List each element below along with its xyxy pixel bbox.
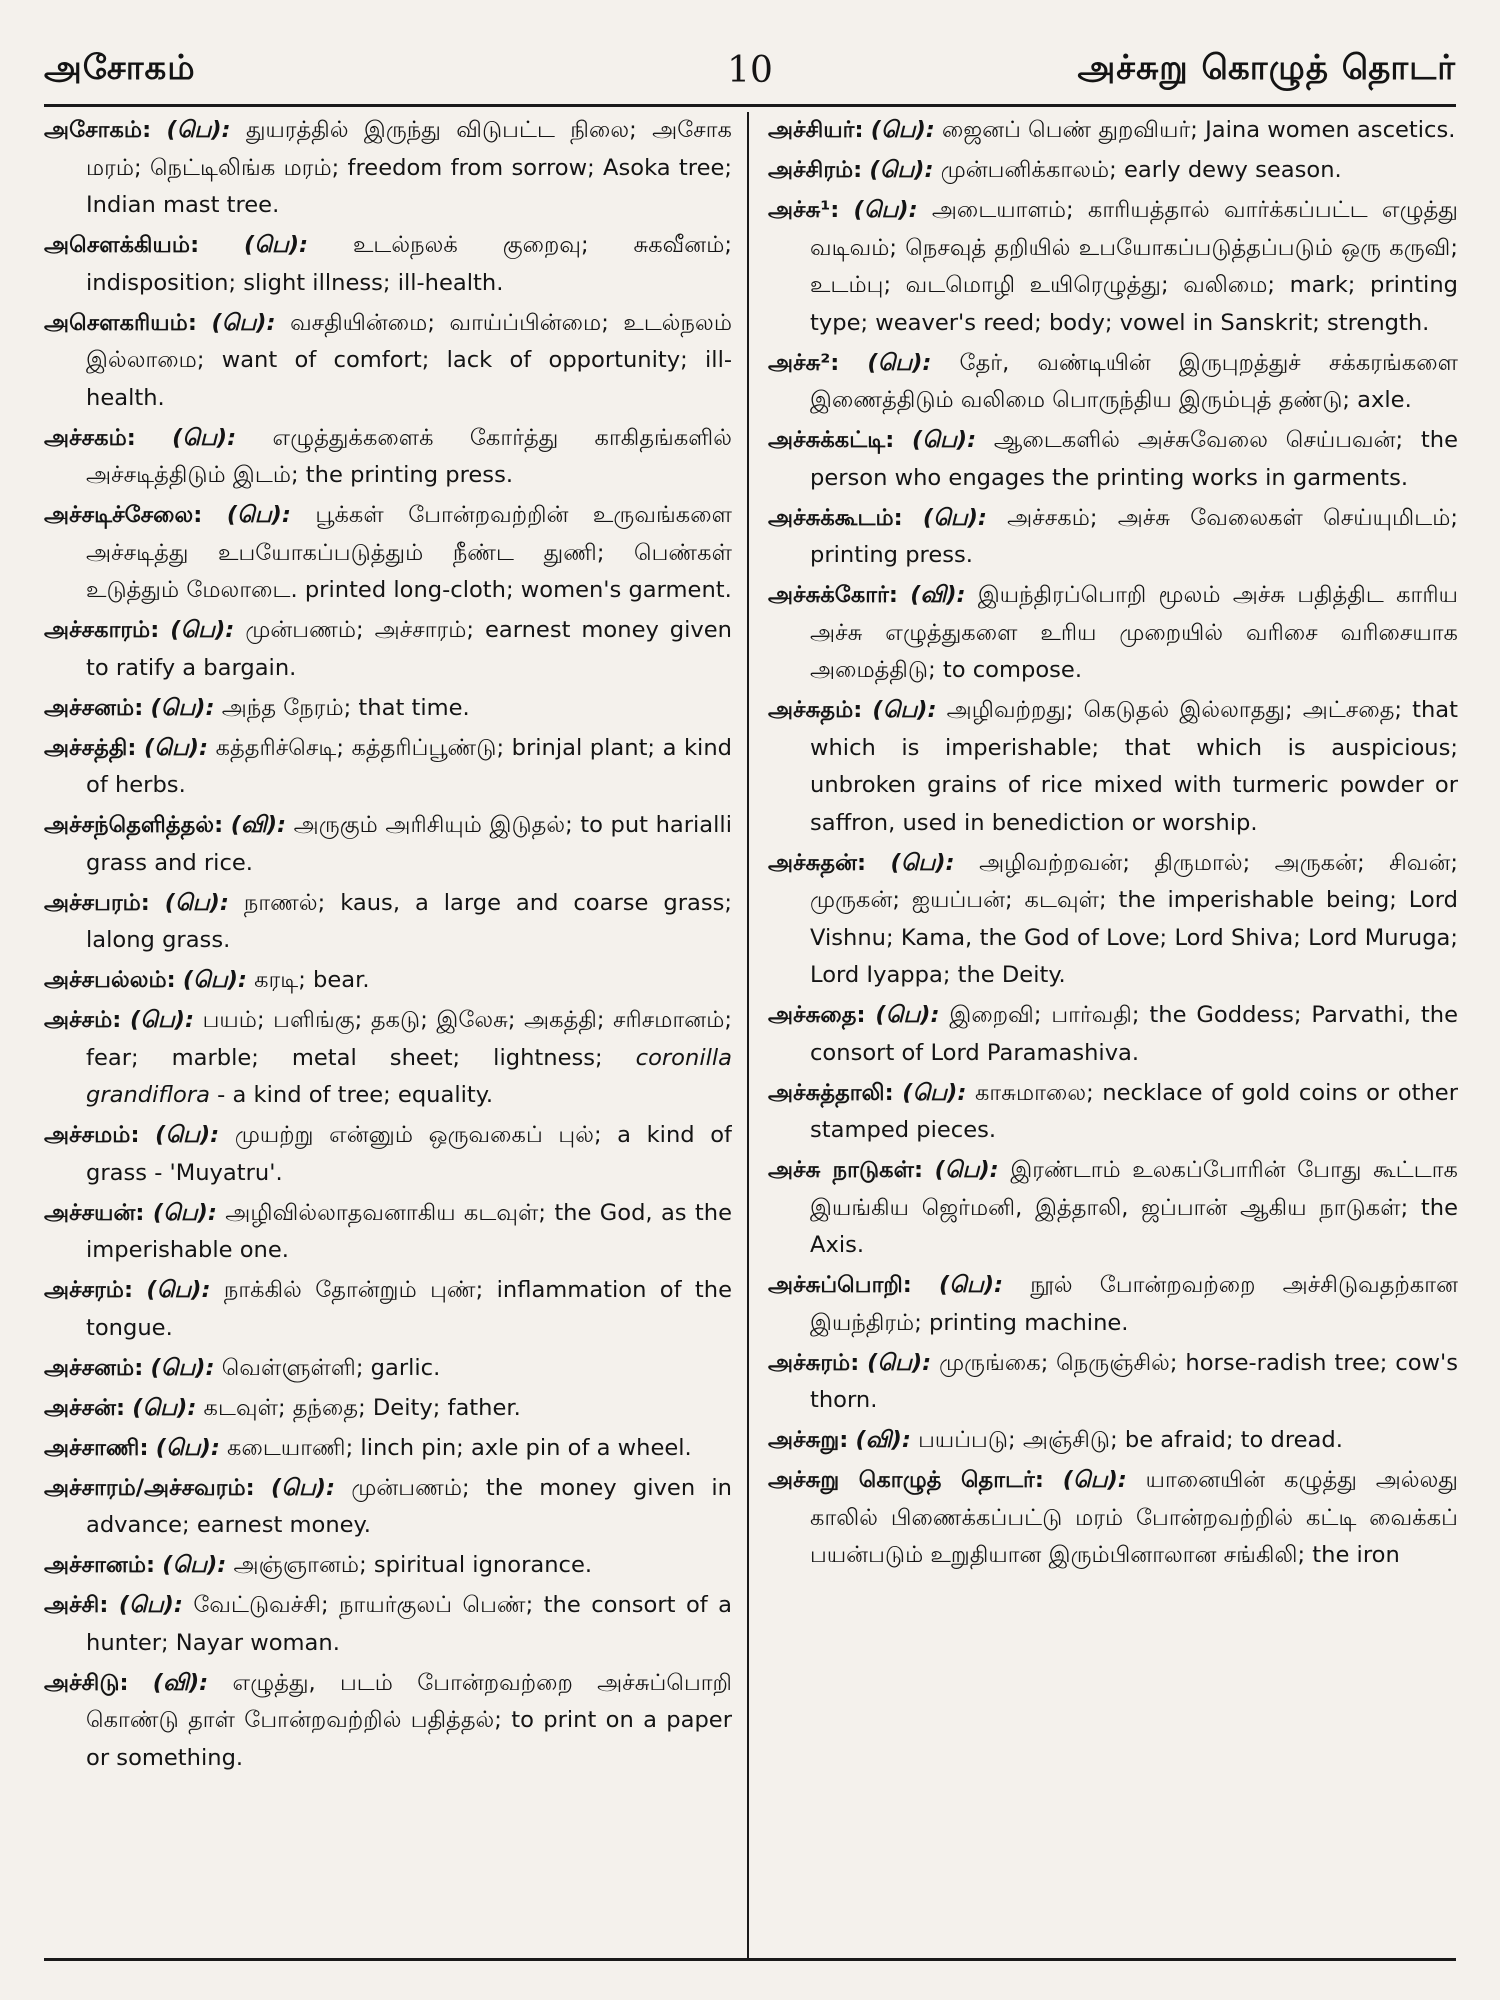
right-column: [768, 112, 1458, 1952]
entry-definition: பயப்படு; அஞ்சிடு; be afraid; to dread.: [918, 1427, 1343, 1453]
part-of-speech: (பெ):: [132, 1394, 197, 1421]
entry-definition: உடல்நலக் குறைவு; சுகவீனம்; indisposition; slight illness; ill-health.: [86, 232, 732, 296]
part-of-speech: (வி):: [910, 582, 966, 608]
footer-rule: [44, 1958, 1456, 1961]
entry-headword: அச்சத்தி:: [44, 734, 137, 761]
entry-definition: கத்தரிச்செடி; கத்தரிப்பூண்டு; brinjal plant; a kind of herbs.: [86, 734, 732, 798]
entry-definition: முருங்கை; நெருஞ்சில்; horse-radish tree; cow's thorn.: [810, 1349, 1458, 1413]
entry-definition: ஜைனப் பெண் துறவியர்; Jaina women ascetics.: [942, 117, 1456, 143]
botanical-name: coronilla grandiflora: [86, 1044, 732, 1108]
entry-headword: அச்சுறு கொழுத் தொடர்:: [768, 1467, 1044, 1493]
dictionary-entry: [44, 1350, 732, 1388]
entry-headword: அச்சுக்கட்டி:: [768, 427, 895, 453]
entry-definition: முயற்று என்னும் ஒருவகைப் புல்; a kind of grass - 'Muyatru'.: [86, 1122, 732, 1186]
dictionary-entry: [44, 1390, 732, 1428]
dictionary-entry: [768, 345, 1458, 420]
entry-headword: அச்சம்:: [44, 1007, 122, 1033]
part-of-speech: (பெ):: [118, 1592, 183, 1618]
entry-definition: இயந்திரப்பொறி மூலம் அச்சு பதித்திட காரிய அச்சு எழுத்துகளை உரிய முறையில் வரிசை வரிசையாக அமைத்திடு; to compose.: [810, 582, 1458, 683]
dictionary-entry: [44, 730, 732, 805]
dictionary-entry: [768, 1267, 1458, 1342]
part-of-speech: (பெ):: [902, 1079, 967, 1106]
left-column: [44, 112, 732, 1952]
entry-definition-tail: - a kind of tree; equality.: [209, 1082, 494, 1108]
part-of-speech: (பெ):: [146, 1277, 211, 1303]
entry-definition: இறைவி; பார்வதி; the Goddess; Parvathi, the consort of Lord Paramashiva.: [810, 1002, 1458, 1066]
dictionary-entry: [768, 112, 1458, 150]
entry-headword: அச்சகம்:: [44, 424, 136, 451]
part-of-speech: (பெ):: [922, 504, 987, 531]
dictionary-entry: [768, 1462, 1458, 1575]
dictionary-entry: [44, 807, 732, 882]
entry-definition: முன்பணம்; the money given in advance; earnest money.: [86, 1474, 732, 1538]
dictionary-entry: [44, 1430, 732, 1468]
entry-headword: அச்சாரம்/அச்சவரம்:: [44, 1474, 255, 1501]
dictionary-entry: [768, 845, 1458, 995]
entry-headword: அச்சனம்:: [44, 1354, 144, 1381]
dictionary-entry: [44, 1002, 732, 1115]
part-of-speech: (பெ):: [172, 424, 237, 451]
dictionary-entry: [44, 1547, 732, 1585]
column-divider: [747, 112, 749, 1958]
entry-definition: கடவுள்; தந்தை; Deity; father.: [203, 1394, 521, 1421]
entry-headword: அச்சுப்பொறி:: [768, 1272, 912, 1298]
dictionary-entry: [768, 997, 1458, 1072]
part-of-speech: (பெ):: [890, 849, 955, 876]
entry-definition: முன்பனிக்காலம்; early dewy season.: [940, 157, 1342, 183]
part-of-speech: (பெ):: [226, 502, 291, 528]
entry-definition: அந்த நேரம்; that time.: [221, 694, 470, 721]
entry-headword: அச்சுத்தாலி:: [768, 1079, 894, 1106]
dictionary-entry: [44, 305, 732, 418]
entry-definition: அஞ்ஞானம்; spiritual ignorance.: [233, 1552, 593, 1578]
entry-definition: ஆடைகளில் அச்சுவேலை செய்பவன்; the person who engages the printing works in garments.: [810, 427, 1458, 491]
dictionary-entry: [44, 885, 732, 960]
dictionary-entry: [768, 500, 1458, 575]
dictionary-entry: [768, 692, 1458, 842]
entry-definition: அழிவில்லாதவனாகிய கடவுள்; the God, as the imperishable one.: [86, 1199, 732, 1263]
entry-definition: நாக்கில் தோன்றும் புண்; inflammation of the tongue.: [86, 1277, 732, 1341]
part-of-speech: (பெ):: [869, 157, 934, 183]
dictionary-entry: [768, 152, 1458, 190]
dictionary-entry: [768, 192, 1458, 342]
header-rule: [44, 104, 1456, 107]
part-of-speech: (பெ):: [155, 1122, 220, 1148]
part-of-speech: (பெ):: [150, 694, 215, 721]
entry-headword: அச்சாணி:: [44, 1434, 149, 1461]
entry-definition: வேட்டுவச்சி; நாயர்குலப் பெண்; the consort of a hunter; Nayar woman.: [86, 1592, 732, 1656]
entry-headword: அச்சரம்:: [44, 1277, 134, 1303]
dictionary-entry: [768, 422, 1458, 497]
dictionary-entry: [44, 1665, 732, 1778]
part-of-speech: (பெ):: [129, 1007, 195, 1033]
entry-headword: அச்சுரம்:: [768, 1349, 860, 1376]
entry-definition: காசுமாலை; necklace of gold coins or other stamped pieces.: [810, 1079, 1458, 1143]
part-of-speech: (பெ):: [182, 967, 247, 993]
entry-headword: அச்சு நாடுகள்:: [768, 1157, 923, 1183]
part-of-speech: (பெ):: [244, 232, 309, 258]
dictionary-entry: [44, 1272, 732, 1347]
entry-definition: அருகும் அரிசியும் இடுதல்; to put harialli grass and rice.: [86, 812, 732, 876]
entry-headword: அச்சு²:: [768, 349, 840, 376]
page-number: 10: [727, 49, 773, 91]
part-of-speech: (பெ):: [270, 1474, 336, 1501]
left-running-headword: அசோகம்: [44, 48, 196, 88]
entry-headword: அசௌகரியம்:: [44, 309, 197, 336]
entry-definition: எழுத்துக்களைக் கோர்த்து காகிதங்களில் அச்சடித்திடும் இடம்; the printing press.: [86, 424, 732, 488]
entry-definition: அச்சகம்; அச்சு வேலைகள் செய்யுமிடம்; printing press.: [810, 504, 1458, 568]
part-of-speech: (பெ):: [166, 117, 231, 143]
dictionary-entry: [44, 1470, 732, 1545]
part-of-speech: (பெ):: [912, 427, 977, 453]
part-of-speech: (பெ):: [867, 1349, 932, 1376]
entry-definition: நூல் போன்றவற்றை அச்சிடுவதற்கான இயந்திரம்; printing machine.: [810, 1272, 1458, 1336]
entry-headword: அச்சடிச்சேலை:: [44, 502, 203, 528]
part-of-speech: (பெ):: [155, 1434, 220, 1461]
part-of-speech: (பெ):: [875, 1002, 940, 1028]
entry-definition: வசதியின்மை; வாய்ப்பின்மை; உடல்நலம் இல்லாமை; want of comfort; lack of opportunity; ill-health.: [86, 309, 732, 411]
entry-definition: துயரத்தில் இருந்து விடுபட்ட நிலை; அசோக மரம்; நெட்டிலிங்க மரம்; freedom from sorrow; Asoka tree; Indian mast tree.: [86, 117, 732, 218]
part-of-speech: (பெ):: [938, 1272, 1004, 1298]
dictionary-entry: [768, 577, 1458, 690]
entry-headword: அச்சானம்:: [44, 1552, 156, 1578]
entry-definition: முன்பணம்; அச்சாரம்; earnest money given to ratify a bargain.: [86, 617, 732, 681]
entry-headword: அச்சபல்லம்:: [44, 967, 176, 993]
part-of-speech: (பெ):: [143, 734, 209, 761]
entry-definition: தேர், வண்டியின் இருபுறத்துச் சக்கரங்களை இணைத்திடும் வலிமை பொருந்திய இரும்புத் தண்டு; axle.: [810, 349, 1458, 413]
dictionary-entry: [44, 1195, 732, 1270]
entry-definition: அழிவற்றது; கெடுதல் இல்லாதது; அட்சதை; that which is imperishable; that which is auspicious; unbroken grains of rice mixed with turmeric powder or saffron, used in benediction or worship.: [810, 697, 1458, 836]
dictionary-entry: [768, 1422, 1458, 1460]
dictionary-entry: [44, 420, 732, 495]
dictionary-entry: [768, 1152, 1458, 1265]
dictionary-entry: [768, 1075, 1458, 1150]
entry-headword: அச்சியர்:: [768, 117, 864, 143]
entry-definition: எழுத்து, படம் போன்றவற்றை அச்சுப்பொறி கொண்டு தாள் போன்றவற்றில் பதித்தல்; to print on a paper or something.: [86, 1669, 732, 1771]
entry-headword: அச்சன்:: [44, 1394, 126, 1421]
part-of-speech: (பெ):: [867, 349, 932, 376]
entry-headword: அச்சமம்:: [44, 1122, 140, 1148]
entry-definition: அழிவற்றவன்; திருமால்; அருகன்; சிவன்; முருகன்; ஐயப்பன்; கடவுள்; the imperishable being; Lord Vishnu; Kama, the God of Love; Lord Shiva; Lord Muruga; Lord Iyappa; the Deity.: [810, 849, 1458, 988]
entry-headword: அச்சுதம்:: [768, 697, 863, 723]
part-of-speech: (பெ):: [872, 697, 937, 723]
entry-headword: அச்சபரம்:: [44, 889, 150, 916]
entry-headword: அசௌக்கியம்:: [44, 232, 200, 258]
entry-headword: அச்சயன்:: [44, 1199, 145, 1226]
part-of-speech: (பெ):: [162, 1552, 227, 1578]
entry-definition: பூக்கள் போன்றவற்றின் உருவங்களை அச்சடித்து உபயோகப்படுத்தும் நீண்ட துணி; பெண்கள் உடுத்தும் மேலாடை. printed long-cloth; women's garment.: [86, 502, 732, 603]
dictionary-entry: [44, 112, 732, 225]
dictionary-entry: [44, 962, 732, 1000]
entry-headword: அச்சிரம்:: [768, 157, 863, 183]
right-running-headword: அச்சுறு கொழுத் தொடர்: [1077, 48, 1456, 88]
entry-definition: கரடி; bear.: [254, 967, 370, 993]
part-of-speech: (பெ):: [164, 889, 229, 916]
entry-definition: அடையாளம்; காரியத்தால் வார்க்கப்பட்ட எழுத்து வடிவம்; நெசவுத் தறியில் உபயோகப்படுத்தப்படும் ஒரு கருவி; உடம்பு; வடமொழி உயிரெழுத்து; வலிமை; mark; printing type; weaver's reed; body; vowel in Sanskrit; strength.: [810, 197, 1458, 336]
part-of-speech: (பெ):: [853, 197, 918, 223]
dictionary-entry: [44, 227, 732, 302]
entry-definition: கடையாணி; linch pin; axle pin of a wheel.: [227, 1434, 692, 1461]
dictionary-entry: [44, 497, 732, 610]
part-of-speech: (வி):: [230, 812, 287, 838]
entry-headword: அச்சுதன்:: [768, 849, 867, 876]
entry-headword: அச்சனம்:: [44, 694, 144, 721]
entry-headword: அச்சுக்கூடம்:: [768, 504, 903, 531]
entry-definition: இரண்டாம் உலகப்போரின் போது கூட்டாக இயங்கிய ஜெர்மனி, இத்தாலி, ஜப்பான் ஆகிய நாடுகள்; the Axis.: [810, 1157, 1458, 1258]
entry-headword: அச்சுறு:: [768, 1427, 849, 1453]
page-header: [44, 42, 1456, 98]
part-of-speech: (பெ):: [211, 309, 276, 336]
part-of-speech: (பெ):: [870, 117, 935, 143]
entry-headword: அச்சுக்கோர்:: [768, 582, 898, 608]
entry-headword: அச்சந்தெளித்தல்:: [44, 812, 224, 838]
entry-definition: நாணல்; kaus, a large and coarse grass; lalong grass.: [86, 889, 732, 953]
entry-headword: அச்சுதை:: [768, 1002, 866, 1028]
part-of-speech: (பெ):: [150, 1354, 215, 1381]
part-of-speech: (பெ):: [170, 617, 235, 643]
entry-headword: அசோகம்:: [44, 117, 152, 143]
dictionary-entry: [44, 1587, 732, 1662]
part-of-speech: (பெ):: [934, 1157, 999, 1183]
part-of-speech: (பெ):: [152, 1199, 217, 1226]
entry-definition: பயம்; பளிங்கு; தகடு; இலேசு; அகத்தி; சரிசமானம்; fear; marble; metal sheet; lightness;: [86, 1007, 732, 1071]
entry-headword: அச்சிடு:: [44, 1669, 129, 1696]
dictionary-entry: [768, 1345, 1458, 1420]
entry-definition: யானையின் கழுத்து அல்லது காலில் பிணைக்கப்பட்டு மரம் போன்றவற்றில் கட்டி வைக்கப் பயன்படும் உறுதியான இரும்பினாலான சங்கிலி; the iron: [810, 1467, 1458, 1568]
dictionary-entry: [44, 690, 732, 728]
dictionary-entry: [44, 1117, 732, 1192]
part-of-speech: (பெ):: [1062, 1467, 1127, 1493]
part-of-speech: (வி):: [855, 1427, 911, 1453]
entry-headword: அச்சி:: [44, 1592, 109, 1618]
entry-headword: அச்சு¹:: [768, 197, 840, 223]
entry-definition: வெள்ளுள்ளி; garlic.: [221, 1354, 441, 1381]
part-of-speech: (வி):: [152, 1669, 209, 1696]
entry-headword: அச்சகாரம்:: [44, 617, 160, 643]
dictionary-entry: [44, 612, 732, 687]
